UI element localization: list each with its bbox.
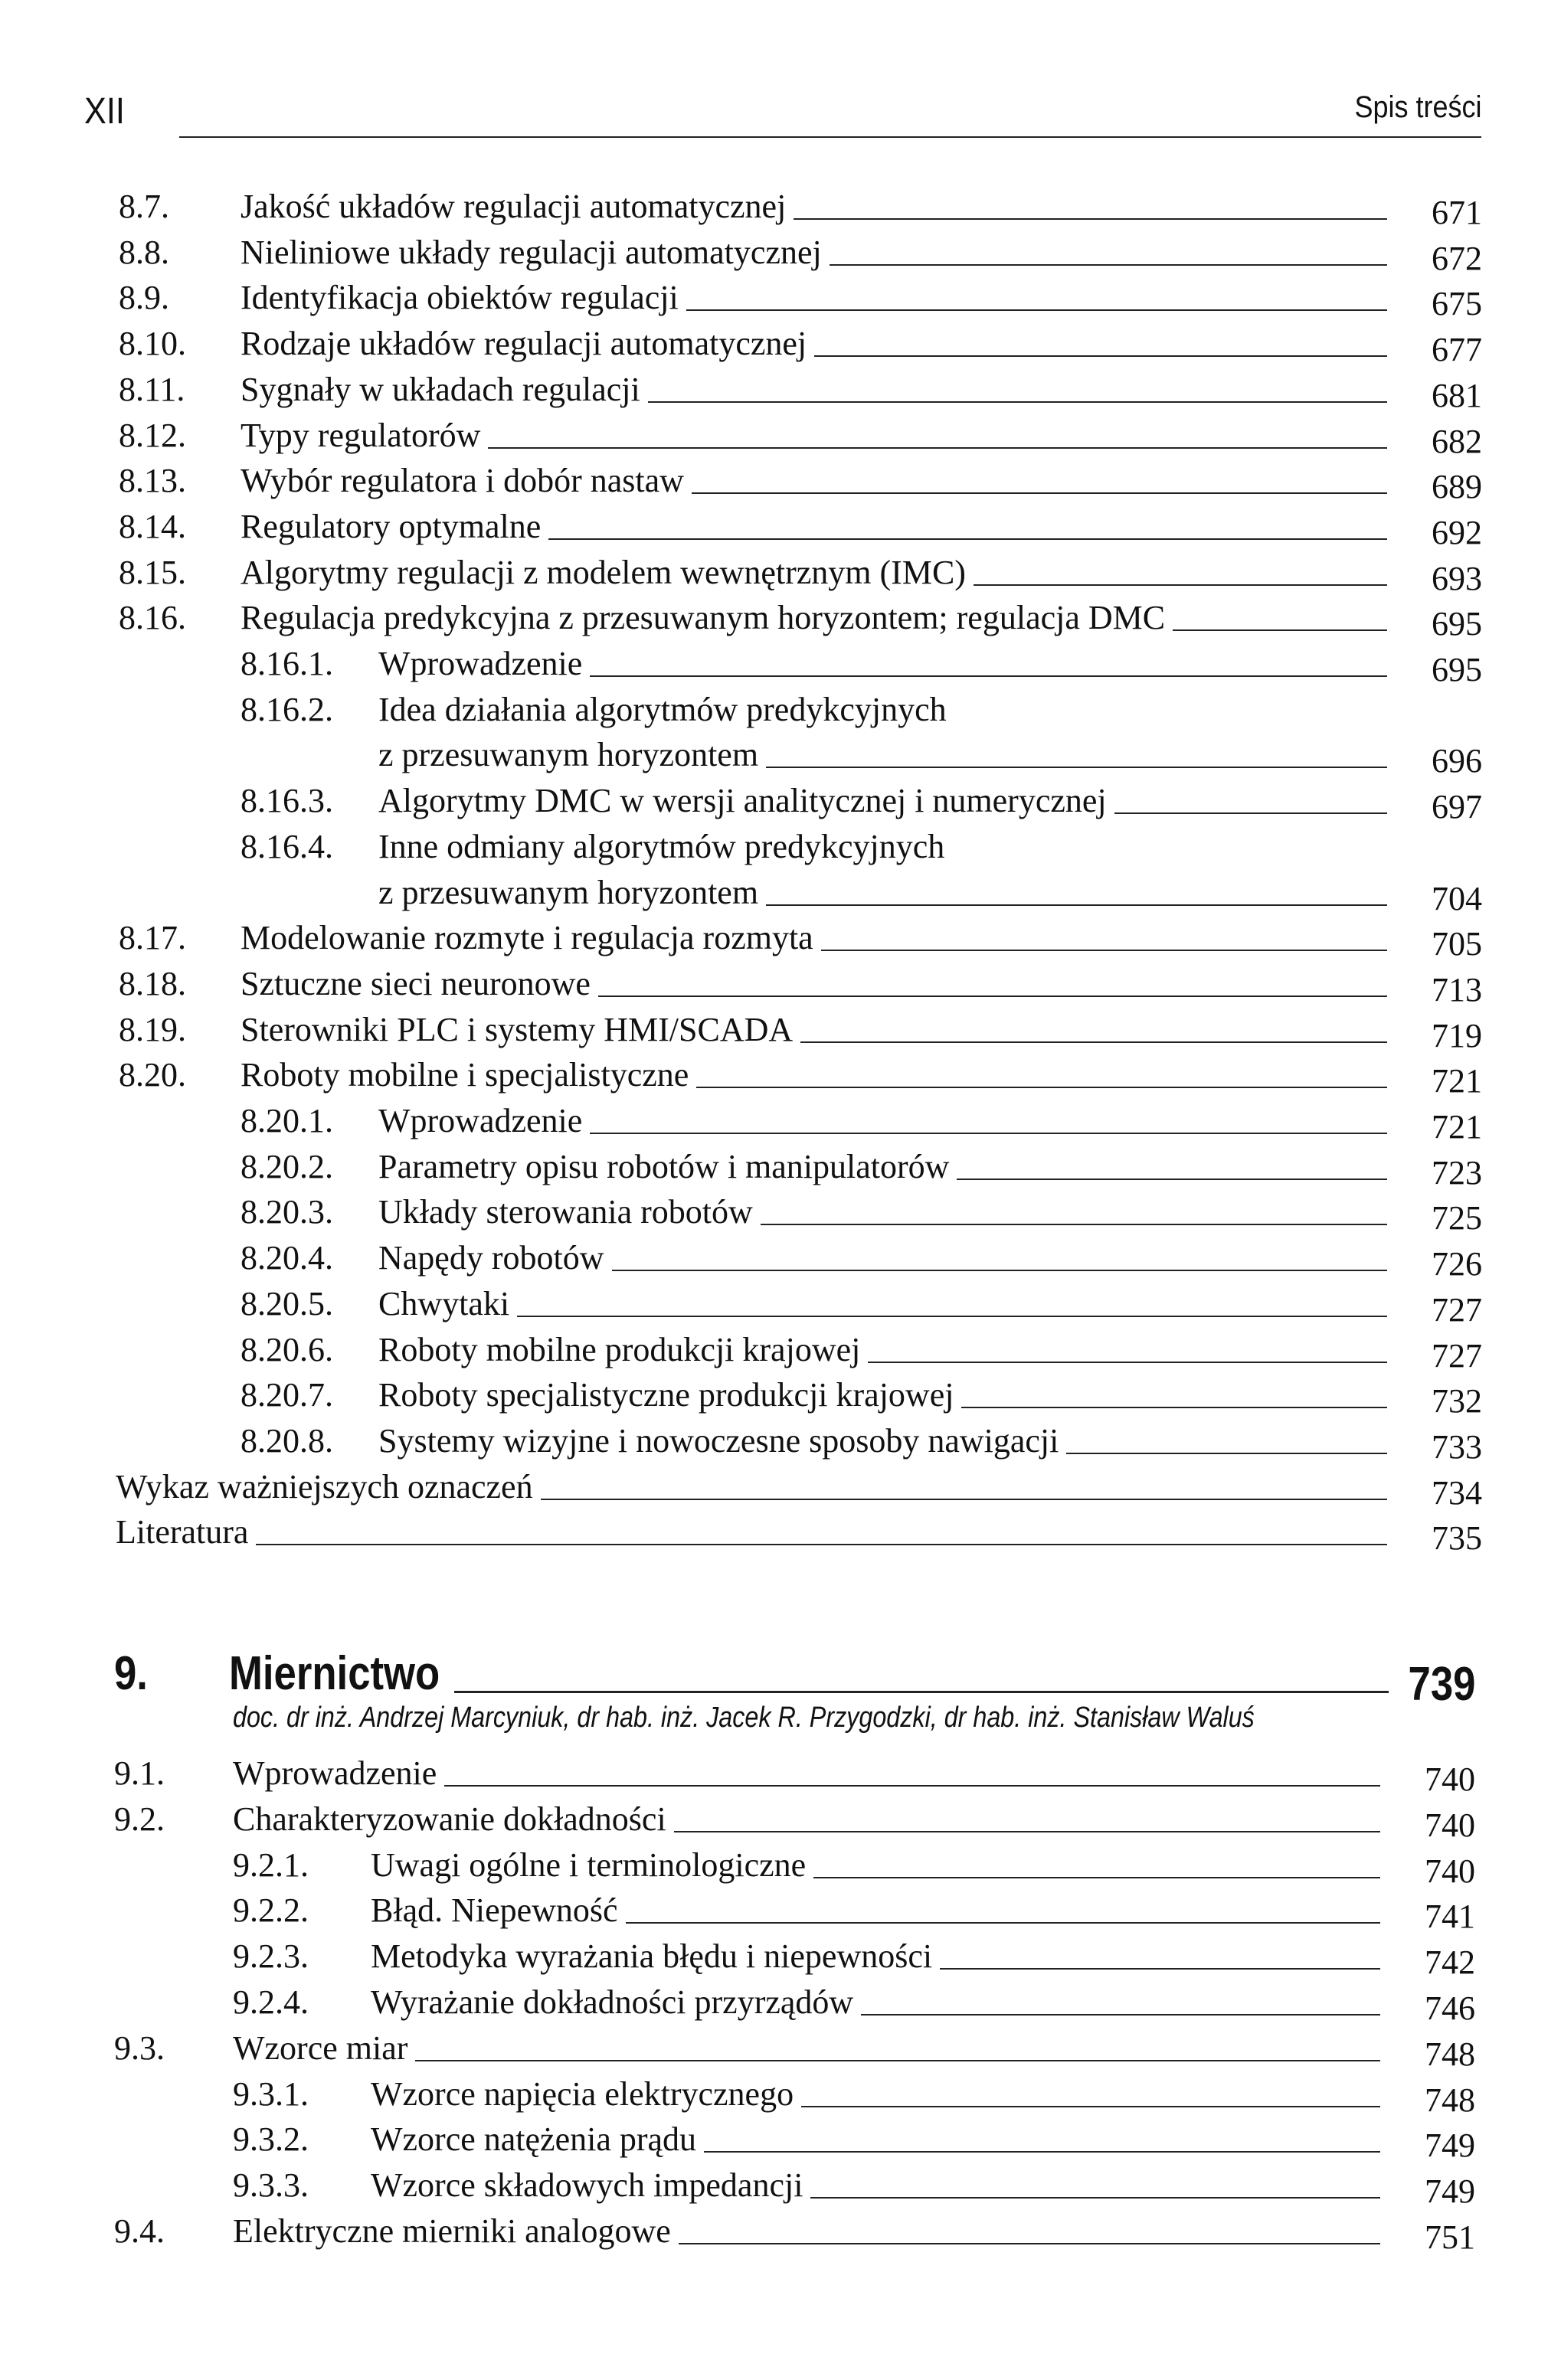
toc-entry-page: 735 [1432, 1519, 1482, 1558]
leader-line [940, 1968, 1380, 1970]
toc-entry-title: Regulacja predykcyjna z przesuwanym horyzontem; regulacja DMC [241, 599, 1166, 637]
toc-entry[interactable] [119, 918, 1482, 961]
leader-line [415, 2060, 1380, 2061]
leader-line [454, 1691, 1389, 1693]
toc-entry[interactable] [233, 1891, 1475, 1934]
toc-entry[interactable] [241, 1238, 1482, 1281]
toc-entry-number: 9.2.3. [233, 1937, 309, 1976]
toc-entry[interactable] [233, 1937, 1475, 1980]
toc-entry-page: 734 [1432, 1473, 1482, 1512]
toc-entry-title: Regulatory optymalne [241, 507, 542, 545]
toc-entry-number: 8.20.5. [241, 1284, 333, 1322]
toc-entry-title: Sterowniki PLC i systemy HMI/SCADA [241, 1010, 794, 1048]
toc-entry[interactable] [241, 1147, 1482, 1190]
toc-entry-page: 727 [1432, 1290, 1482, 1329]
toc-entry-page: 751 [1425, 2218, 1475, 2256]
toc-entry[interactable] [114, 1754, 1475, 1796]
toc-entry-title: Układy sterowania robotów [378, 1193, 753, 1231]
toc-entry-page: 696 [1432, 742, 1482, 780]
toc-entry-title: Elektryczne mierniki analogowe [233, 2212, 671, 2250]
toc-entry-number: 8.14. [119, 507, 186, 545]
leader-line [974, 584, 1387, 586]
toc-entry-title: Sygnały w układach regulacji [241, 370, 640, 408]
toc-entry[interactable] [119, 324, 1482, 367]
toc-entry[interactable] [241, 1375, 1482, 1418]
chapter-title: Miernictwo [229, 1647, 440, 1700]
toc-entry[interactable] [241, 690, 1482, 733]
toc-entry[interactable] [114, 2029, 1475, 2071]
leader-line [813, 1877, 1380, 1878]
toc-entry[interactable] [241, 1421, 1482, 1464]
toc-entry-title: Idea działania algorytmów predykcyjnych [378, 690, 947, 728]
toc-entry-title: Typy regulatorów [241, 416, 481, 454]
toc-entry-title: Wybór regulatora i dobór nastaw [241, 462, 684, 500]
toc-entry[interactable] [233, 2166, 1475, 2211]
toc-entry-continuation[interactable] [241, 873, 1482, 916]
toc-entry-title: Roboty mobilne i specjalistyczne [241, 1056, 689, 1094]
leader-line [766, 767, 1387, 768]
toc-entry-page: 682 [1432, 422, 1482, 460]
toc-entry-title: Wzorce składowych impedancji [371, 2166, 803, 2205]
toc-entry-number: 9.3.3. [233, 2166, 309, 2205]
toc-entry-page: 733 [1432, 1427, 1482, 1466]
toc-entry[interactable] [119, 1010, 1482, 1053]
chapter-number: 9. [114, 1647, 148, 1700]
toc-entry-number: 8.10. [119, 325, 186, 363]
toc-entry[interactable] [116, 1467, 1482, 1510]
leader-line [590, 675, 1387, 677]
toc-entry[interactable] [119, 370, 1482, 413]
toc-entry-page: 749 [1425, 2172, 1475, 2211]
toc-entry-title: Wyrażanie dokładności przyrządów [371, 1983, 854, 2021]
leader-line [488, 447, 1387, 449]
toc-entry-number: 8.13. [119, 462, 186, 500]
toc-entry-page: 749 [1425, 2127, 1475, 2165]
toc-entry-page: 740 [1425, 1760, 1475, 1798]
toc-entry-title: Roboty mobilne produkcji krajowej [378, 1330, 861, 1368]
toc-entry-title: Nieliniowe układy regulacji automatycznej [241, 233, 822, 271]
toc-entry-page: 705 [1432, 925, 1482, 963]
toc-entry-page: 719 [1432, 1016, 1482, 1054]
toc-entry-page: 704 [1432, 879, 1482, 917]
leader-line [800, 1041, 1387, 1043]
leader-line [1066, 1453, 1387, 1454]
toc-entry[interactable] [233, 1845, 1475, 1888]
toc-entry-number: 8.16.2. [241, 690, 333, 728]
toc-entry-number: 9.2.1. [233, 1845, 309, 1884]
toc-entry-title: Uwagi ogólne i terminologiczne [371, 1845, 807, 1884]
leader-line [810, 2197, 1380, 2199]
toc-entry-title: Chwytaki [378, 1284, 510, 1322]
toc-entry[interactable] [119, 507, 1482, 550]
toc-entry[interactable] [119, 461, 1482, 504]
toc-entry-title: Wzorce miar [233, 2029, 408, 2067]
toc-entry-title: Wprowadzenie [378, 1102, 583, 1139]
toc-entry-number: 9.3.2. [233, 2120, 309, 2159]
toc-entry-number: 8.12. [119, 416, 186, 454]
toc-entry[interactable] [233, 2120, 1475, 2163]
toc-entry-page: 677 [1432, 331, 1482, 369]
toc-entry-page: 689 [1432, 468, 1482, 506]
toc-entry-title: Jakość układów regulacji automatycznej [241, 188, 787, 225]
toc-entry-title: Napędy robotów [378, 1239, 604, 1277]
toc-entry[interactable] [241, 781, 1482, 824]
toc-entry[interactable] [119, 598, 1482, 641]
toc-entry-number: 8.15. [119, 553, 186, 591]
toc-entry-title: Wykaz ważniejszych oznaczeń [116, 1467, 533, 1505]
toc-entry-number: 8.20.2. [241, 1147, 333, 1185]
toc-entry-title: Metodyka wyrażania błędu i niepewności [371, 1937, 933, 1976]
toc-entry-title: Roboty specjalistyczne produkcji krajowej [378, 1376, 954, 1414]
leader-line [598, 995, 1387, 997]
toc-entry-page: 671 [1432, 194, 1482, 231]
leader-line [957, 1179, 1387, 1180]
toc-entry-page: 695 [1432, 651, 1482, 688]
toc-entry[interactable] [241, 1192, 1482, 1235]
chapter-authors: doc. dr inż. Andrzej Marcyniuk, dr hab. inż. Jacek R. Przygodzki, dr hab. inż. Stanisław Waluś [233, 1702, 1255, 1734]
toc-entry[interactable] [241, 1101, 1482, 1144]
toc-entry-page: 748 [1425, 2035, 1475, 2073]
toc-entry[interactable] [114, 2212, 1475, 2254]
chapter-heading[interactable] [114, 1646, 1475, 1711]
toc-entry-number: 9.3.1. [233, 2074, 309, 2113]
toc-entry[interactable] [241, 644, 1482, 687]
toc-entry-number: 8.20. [119, 1056, 186, 1094]
toc-entry-title: Modelowanie rozmyte i regulacja rozmyta [241, 919, 813, 957]
leader-line [868, 1362, 1387, 1363]
toc-entry-title: Sztuczne sieci neuronowe [241, 964, 591, 1002]
leader-line [612, 1270, 1388, 1271]
toc-entry-continuation[interactable] [241, 735, 1482, 778]
toc-entry-number: 8.20.6. [241, 1330, 333, 1368]
leader-line [648, 401, 1387, 403]
toc-entry-number: 8.7. [119, 188, 169, 225]
leader-line [686, 309, 1387, 311]
toc-entry[interactable] [233, 1983, 1475, 2025]
toc-entry-page: 693 [1432, 559, 1482, 597]
toc-entry-page: 741 [1425, 1898, 1475, 1936]
toc-entry-number: 9.4. [114, 2212, 165, 2250]
toc-entry-title: Wprowadzenie [233, 1754, 437, 1792]
toc-entry-page: 727 [1432, 1336, 1482, 1375]
toc-entry-number: 8.20.4. [241, 1239, 333, 1277]
toc-entry-number: 8.9. [119, 279, 169, 317]
leader-line [821, 950, 1387, 951]
leader-line [961, 1407, 1387, 1408]
toc-entry-number: 8.11. [119, 370, 185, 408]
toc-entry-number: 8.16. [119, 599, 186, 637]
toc-entry[interactable] [119, 553, 1482, 596]
toc-entry[interactable] [119, 416, 1482, 459]
toc-entry-title: Wzorce napięcia elektrycznego [371, 2074, 794, 2113]
toc-entry-title: Identyfikacja obiektów regulacji [241, 279, 679, 317]
toc-entry-title: Charakteryzowanie dokładności [233, 1800, 666, 1838]
toc-entry-page: 732 [1432, 1382, 1482, 1420]
toc-entry-page: 672 [1432, 239, 1482, 277]
leader-line [766, 904, 1387, 906]
leader-line [444, 1785, 1380, 1787]
toc-entry-number: 9.2. [114, 1800, 165, 1838]
leader-line [517, 1316, 1387, 1317]
toc-entry-title: Inne odmiany algorytmów predykcyjnych [378, 827, 945, 865]
toc-entry-page: 692 [1432, 513, 1482, 551]
leader-line [861, 2014, 1380, 2015]
leader-line [679, 2243, 1380, 2244]
leader-line [814, 355, 1387, 357]
toc-entry-page: 746 [1425, 1989, 1475, 2027]
toc-entry-page: 748 [1425, 2081, 1475, 2119]
header-rule [179, 136, 1481, 138]
toc-entry[interactable] [241, 1284, 1482, 1327]
toc-entry-number: 8.20.8. [241, 1421, 333, 1460]
toc-entry-number: 8.20.7. [241, 1376, 333, 1414]
toc-entry-page: 681 [1432, 376, 1482, 414]
leader-line [692, 492, 1387, 494]
leader-line [674, 1831, 1380, 1832]
toc-entry-page: 740 [1425, 1852, 1475, 1890]
toc-entry[interactable] [241, 1330, 1482, 1373]
toc-entry-number: 8.8. [119, 233, 169, 271]
toc-entry-title: Wprowadzenie [378, 645, 583, 682]
toc-entry[interactable] [119, 233, 1482, 276]
toc-entry[interactable] [119, 1055, 1482, 1098]
toc-entry[interactable] [116, 1512, 1482, 1558]
toc-entry-page: 675 [1432, 285, 1482, 323]
toc-entry-title: z przesuwanym horyzontem [378, 873, 759, 911]
toc-entry-page: 723 [1432, 1153, 1482, 1192]
toc-entry-number: 8.20.3. [241, 1193, 333, 1231]
toc-entry-page: 742 [1425, 1944, 1475, 1982]
header-page-number: XII [84, 91, 125, 132]
leader-line [704, 2151, 1380, 2153]
toc-entry[interactable] [119, 278, 1482, 321]
leader-line [1173, 629, 1387, 631]
toc-entry-number: 8.18. [119, 964, 186, 1002]
toc-entry-title: Literatura [116, 1513, 249, 1551]
leader-line [794, 218, 1387, 220]
chapter-page: 739 [1408, 1658, 1475, 1711]
leader-line [541, 1499, 1387, 1500]
toc-entry-number: 8.16.1. [241, 645, 333, 682]
header-running-title: Spis treści [1353, 90, 1481, 124]
leader-line [696, 1087, 1387, 1088]
toc-entry-page: 721 [1432, 1062, 1482, 1100]
toc-entry-page: 740 [1425, 1806, 1475, 1844]
toc-entry-page: 726 [1432, 1245, 1482, 1283]
toc-entry-title: Algorytmy DMC w wersji analitycznej i numerycznej [378, 782, 1107, 820]
toc-entry-title: Parametry opisu robotów i manipulatorów [378, 1147, 950, 1185]
leader-line [1114, 812, 1387, 814]
toc-entry-number: 8.16.3. [241, 782, 333, 820]
leader-line [626, 1922, 1380, 1924]
toc-entry-title: Rodzaje układów regulacji automatycznej [241, 325, 807, 363]
toc-entry-page: 713 [1432, 970, 1482, 1009]
toc-entry-title: z przesuwanym horyzontem [378, 736, 759, 774]
toc-entry-number: 8.17. [119, 919, 186, 957]
leader-line [830, 264, 1387, 266]
toc-entry-page: 721 [1432, 1108, 1482, 1146]
toc-entry-page: 695 [1432, 605, 1482, 643]
toc-entry-title: Algorytmy regulacji z modelem wewnętrznym (IMC) [241, 553, 966, 591]
toc-entry-number: 8.20.1. [241, 1102, 333, 1139]
toc-entry-number: 9.2.4. [233, 1983, 309, 2021]
toc-entry-number: 9.1. [114, 1754, 165, 1792]
toc-entry-page: 697 [1432, 788, 1482, 826]
toc-entry-number: 8.19. [119, 1010, 186, 1048]
toc-entry-number: 8.16.4. [241, 827, 333, 865]
toc-entry[interactable] [233, 2074, 1475, 2117]
leader-line [256, 1544, 1387, 1545]
toc-entry-page: 725 [1432, 1199, 1482, 1237]
toc-entry[interactable] [119, 187, 1482, 230]
toc-entry-title: Błąd. Niepewność [371, 1891, 618, 1930]
toc-entry[interactable] [241, 827, 1482, 870]
toc-entry-title: Systemy wizyjne i nowoczesne sposoby nawigacji [378, 1421, 1059, 1460]
toc-entry[interactable] [119, 964, 1482, 1007]
leader-line [801, 2106, 1380, 2107]
toc-entry-number: 9.3. [114, 2029, 165, 2067]
leader-line [590, 1133, 1387, 1134]
leader-line [761, 1224, 1387, 1225]
toc-entry-number: 9.2.2. [233, 1891, 309, 1930]
leader-line [548, 538, 1387, 540]
toc-entry[interactable] [114, 1800, 1475, 1842]
toc-entry-title: Wzorce natężenia prądu [371, 2120, 697, 2159]
